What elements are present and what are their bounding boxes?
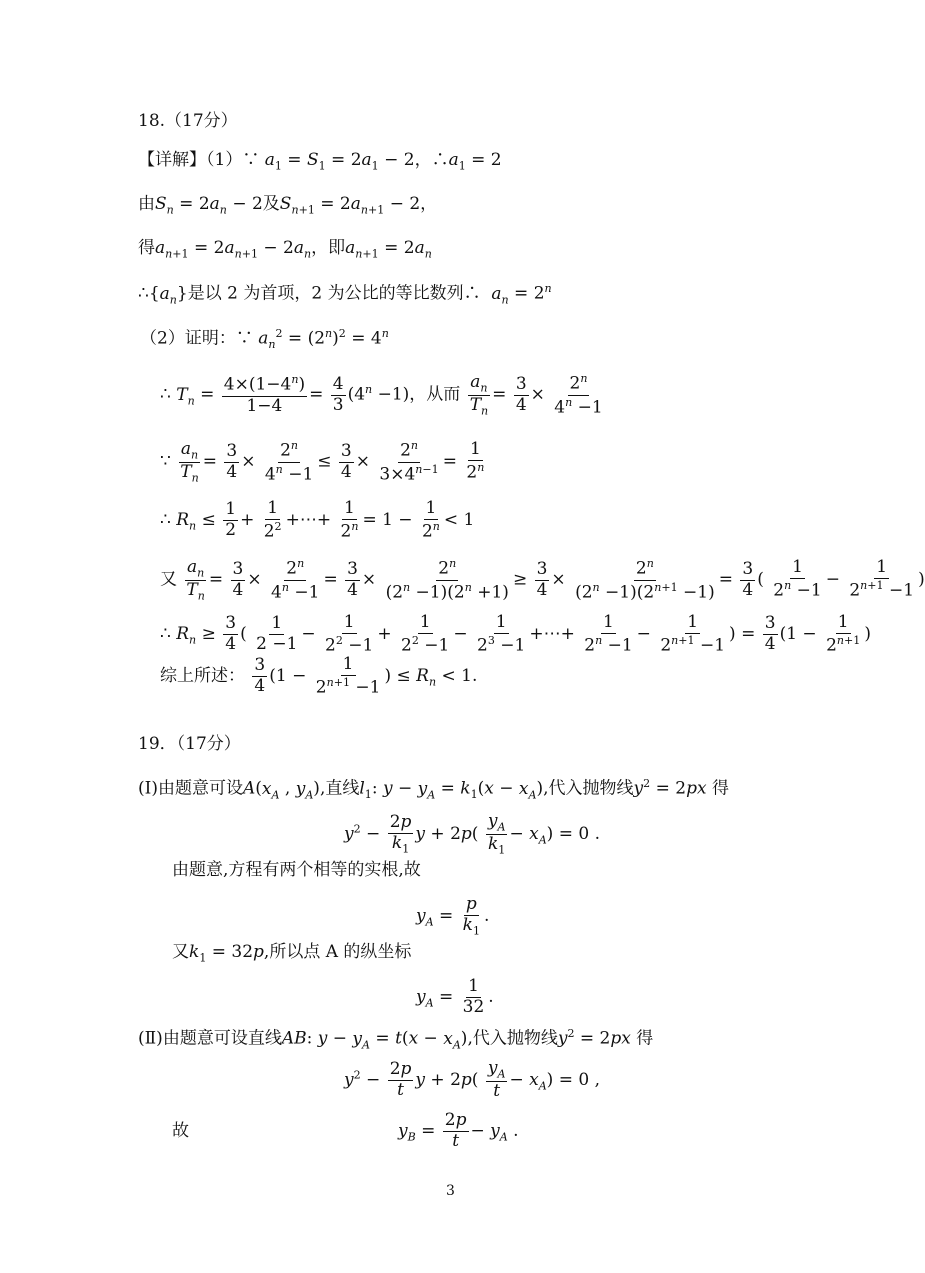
q19-ya-equation: $y_A$ = $\frac{p}{k_1}$ . — [416, 894, 490, 938]
q18-part1-line: 【详解】（1）∵ $a_1 = S_1 = 2a_1 - 2$，$\therefore a_1 = 2$ — [138, 150, 502, 173]
q18-header: 18.（17分） — [138, 111, 238, 131]
q19-ya-value: $y_A$ = $\frac{1}{32}$ . — [416, 976, 494, 1017]
q19-also-line: 又$k_1 = 32p$,所以点 A 的纵坐标 — [172, 942, 412, 965]
q18-rn-lower-line: ∴ $R_n$ ≥ $\frac{3}{4}$ ( $\frac{1}{2 -1}$ − $\frac{1}{2^2 -1}$ + $\frac{1}{2^2 -1}$ − $\frac{1}{2^3 -1}$ +⋯+ $\frac{1}{2^n -1}$ − $\frac{1}{2^{n+1} -1}$ ) = $\frac{3}{4}$ (1 − $\frac{1}{2^{n+1}}$ ) — [160, 612, 871, 656]
q19-equal-roots-line: 由题意,方程有两个相等的实根,故 — [172, 860, 421, 880]
q19-part1-line: (Ⅰ)由题意可设$A(x_A$ , $y_A$),直线$l_1$: $y - y_A = k_1(x - x_A)$,代入抛物线$y^2 = 2px$ 得 — [138, 777, 729, 802]
q19-yb-equation: $y_B$ = $\frac{2p}{t}$ − $y_A$ . — [398, 1110, 519, 1151]
q18-conclusion-line: 综上所述： $\frac{3}{4}$ (1 − $\frac{1}{2^{n+1} -1}$ ) ≤ $R_n < 1$. — [160, 654, 478, 698]
q19-equation1: $y^2$ − $\frac{2p}{k_1}$ y + 2p( $\frac{y_A}{k_1}$ − $x_A) = 0$ . — [344, 811, 600, 857]
q18-also-line: 又 $\frac{a_n}{T_n}$ = $\frac{3}{4}$ × $\frac{2^n}{4^n -1}$ = $\frac{3}{4}$ × $\frac{2^n}{(2^n -1)(2^n +1)}$ ≥ $\frac{3}{4}$ × $\frac{2^n}{(2^n -1)(2^{n+1} -1)}$ = $\frac{3}{4}$ ( $\frac{1}{2^n -1}$ − $\frac{1}{2^{n+1} -1}$ ) — [160, 556, 925, 603]
q19-equation2: $y^2$ − $\frac{2p}{t}$ y + 2p( $\frac{y_A}{t}$ − $x_A) = 0$ , — [344, 1058, 600, 1101]
q18-tn-line: ∴ $T_n$ = $\frac{4\times(1-4^n)}{1-4}$ = $\frac{4}{3}$ $(4^n -1)$，从而 $\frac{a_n}{T_n}$ = $\frac{3}{4}$ × $\frac{2^n}{4^n -1}$ — [160, 371, 603, 418]
q18-rn-upper-line: ∴ $R_n$ ≤ $\frac{1}{2}$ + $\frac{1}{2^2}$ +⋯+ $\frac{1}{2^n}$ = 1 − $\frac{1}{2^n}$ < 1 — [160, 498, 475, 542]
q18-recurrence-line: 由$S_n = 2a_n - 2$及$S_{n+1} = 2a_{n+1} - 2$， — [138, 194, 438, 217]
q18-ratio-bound-line: ∵ $\frac{a_n}{T_n}$ = $\frac{3}{4}$ × $\frac{2^n}{4^n -1}$ ≤ $\frac{3}{4}$ × $\frac{2^n}{3\times 4^{n-1}}$ = $\frac{1}{2^n}$ — [160, 438, 485, 485]
q19-therefore-label: 故 — [172, 1121, 189, 1141]
q18-derive-line: 得$a_{n+1} = 2a_{n+1} - 2a_n$，即$a_{n+1} = 2a_n$ — [138, 238, 432, 261]
page-number: 3 — [446, 1183, 455, 1199]
q18-part2-line: （2）证明：∵ $a_n^2 = (2^n)^2 = 4^n$ — [140, 327, 389, 352]
q18-geometric-line: $\therefore\{a_n\}$是以 2 为首项，2 为公比的等比数列∴ $a_n = 2^n$ — [138, 282, 552, 307]
q19-header: 19．（17分） — [138, 734, 241, 754]
q19-part2-line: (Ⅱ)由题意可设直线AB: $y - y_A = t(x - x_A)$,代入抛物线$y^2 = 2px$ 得 — [138, 1027, 654, 1052]
solution-tag: 【详解】 — [138, 150, 206, 170]
